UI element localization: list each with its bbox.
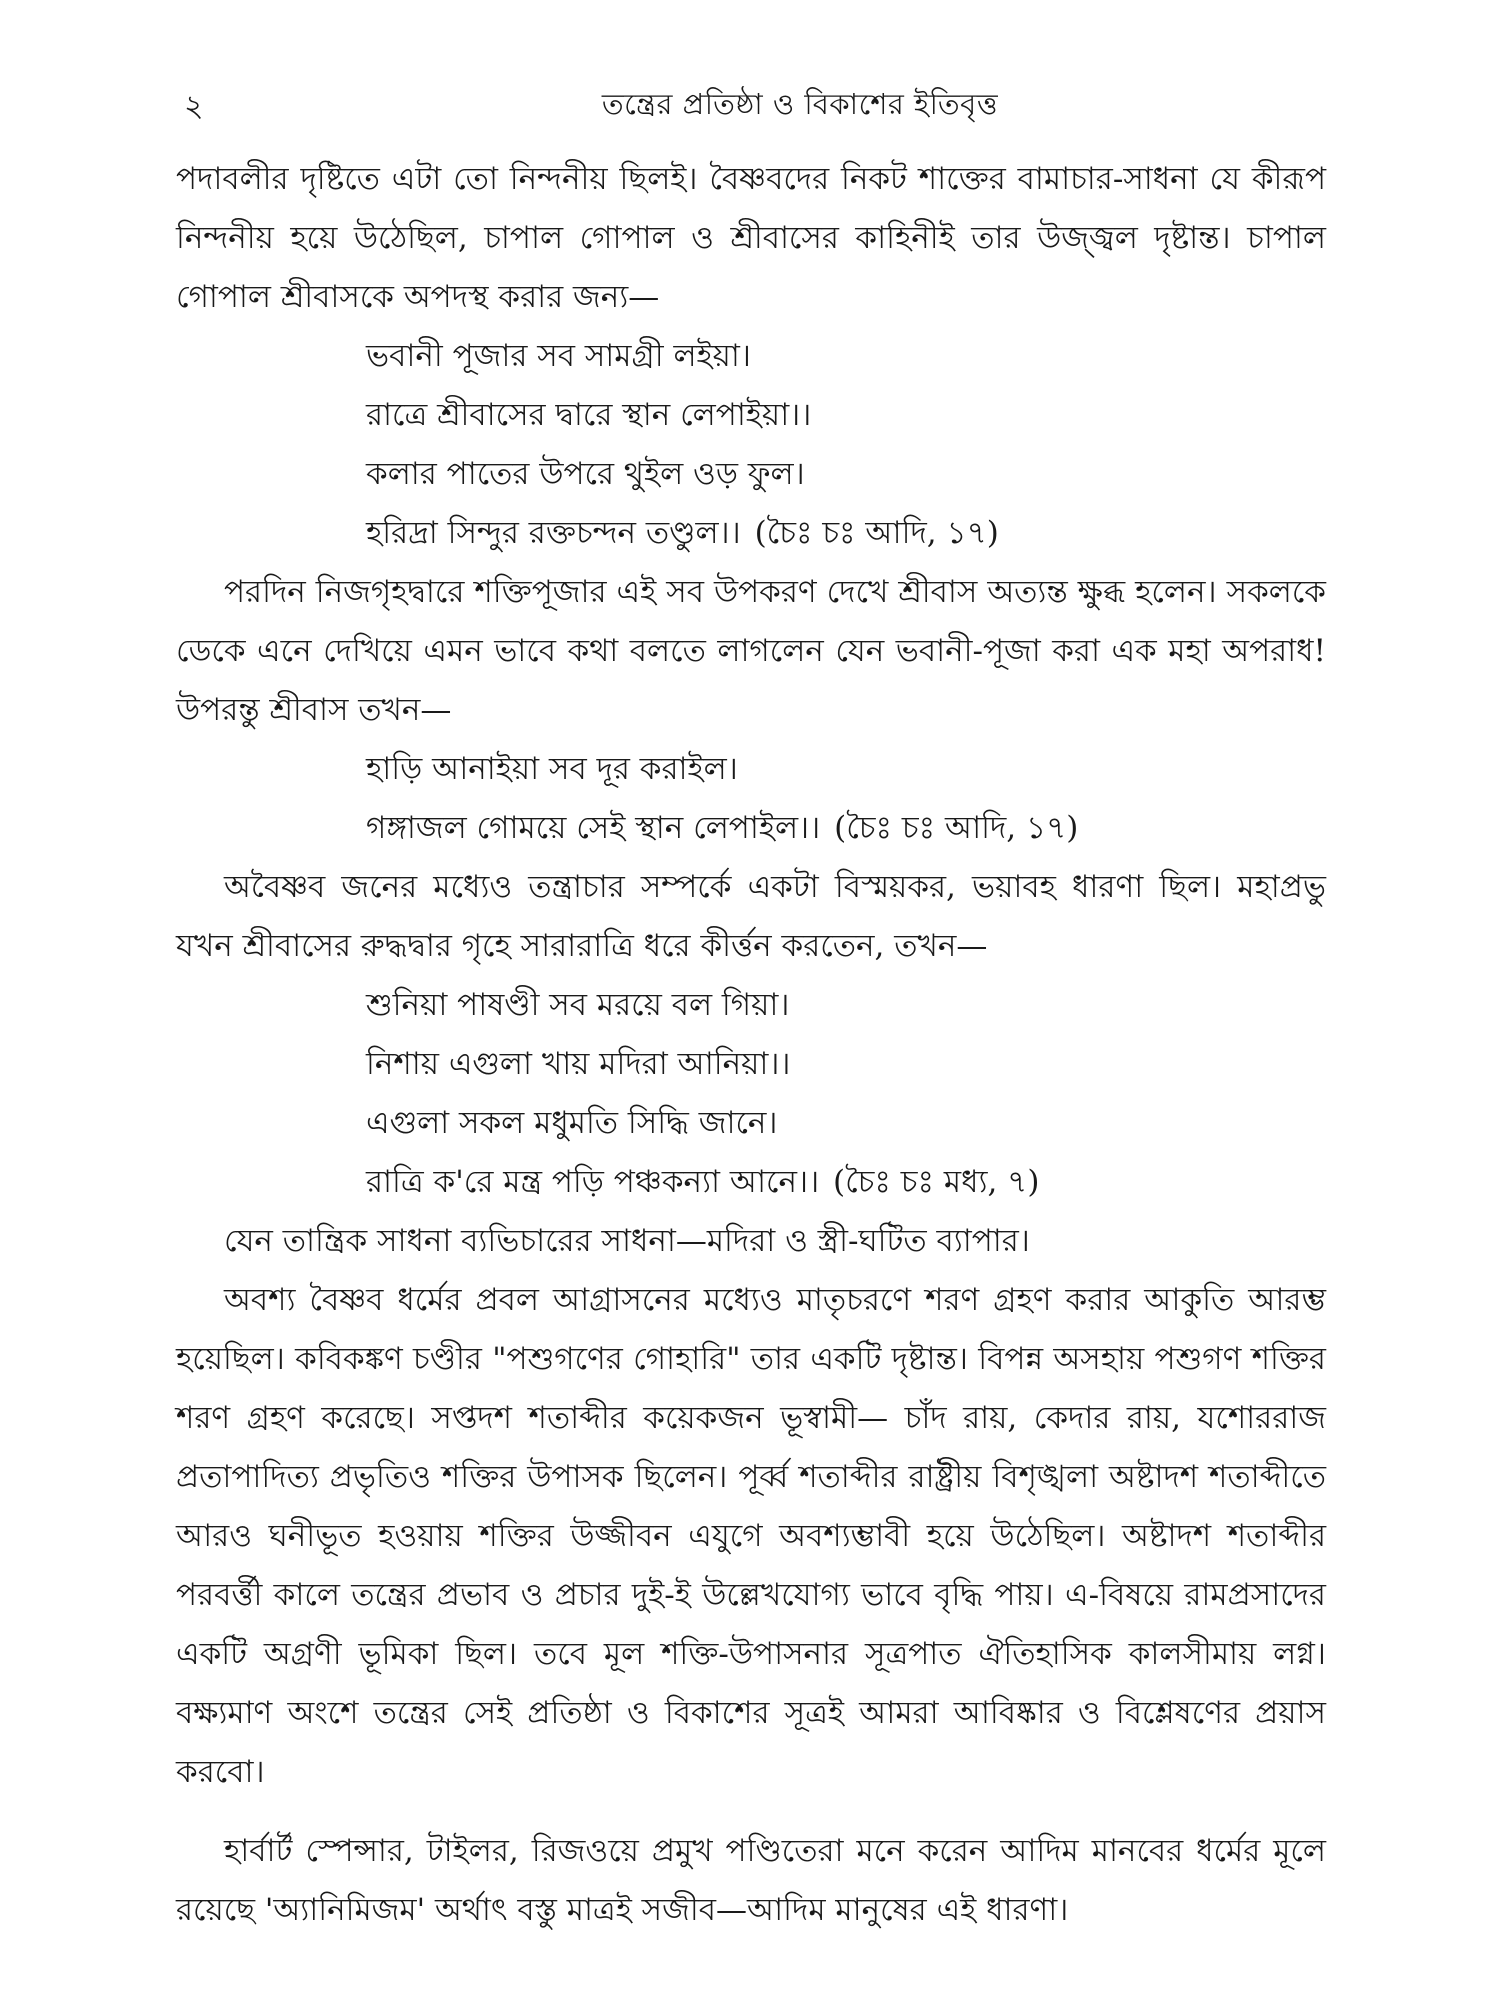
paragraph-4: যেন তান্ত্রিক সাধনা ব্যভিচারের সাধনা—মদিরা ও স্ত্রী-ঘটিত ব্যাপার। [224, 1223, 1030, 1259]
verse-line: কলার পাতের উপরে থুইল ওড় ফুল। [366, 456, 805, 492]
verse-text: রাত্রি ক'রে মন্ত্র পড়ি পঞ্চকন্যা আনে।। [366, 1164, 820, 1200]
verse-line: ভবানী পূজার সব সামগ্রী লইয়া। [366, 338, 752, 374]
citation: (চৈঃ চঃ আদি, ১৭) [754, 515, 999, 551]
verse-line: এগুলা সকল মধুমতি সিদ্ধি জানে। [366, 1105, 778, 1141]
paragraph-5: অবশ্য বৈষ্ণব ধর্মের প্রবল আগ্রাসনের মধ্যেও মাতৃচরণে শরণ গ্রহণ করার আকুতি আরম্ভ হয়েছিল। কবিকঙ্কণ চণ্ডীর "পশুগণের গোহারি" তার একটি দৃষ্টান্ত। বিপন্ন অসহায় পশুগণ শক্তির শরণ গ্রহণ করেছে। সপ্তদশ শতাব্দীর কয়েকজন ভূস্বামী— চাঁদ রায়, কেদার রায়, যশোররাজ প্রতাপাদিত্য প্রভৃতিও শক্তির উপাসক ছিলেন। পূর্ব্ব শতাব্দীর রাষ্ট্রীয় বিশৃঙ্খলা অষ্টাদশ শতাব্দীতে আরও ঘনীভূত হওয়ায় শক্তির উজ্জীবন এযুগে অবশ্যম্ভাবী হয়ে উঠেছিল। অষ্টাদশ শতাব্দীর পরবর্ত্তী কালে তন্ত্রের প্রভাব ও প্রচার দুই-ই উল্লেখযোগ্য ভাবে বৃদ্ধি পায়। এ-বিষয়ে রামপ্রসাদের একটি অগ্রণী ভূমিকা ছিল। তবে মূল শক্তি-উপাসনার সূত্রপাত ঐতিহাসিক কালসীমায় লগ্ন। বক্ষ্যমাণ অংশে তন্ত্রের সেই প্রতিষ্ঠা ও বিকাশের সূত্রই আমরা আবিষ্কার ও বিশ্লেষণের প্রয়াস করবো। [176, 1282, 1326, 1790]
verse-line [176, 1153, 1326, 1212]
verse-line: হাড়ি আনাইয়া সব দূর করাইল। [366, 751, 738, 787]
verse-line: নিশায় এগুলা খায় মদিরা আনিয়া।। [366, 1046, 791, 1082]
citation: (চৈঃ চঃ আদি, ১৭) [834, 810, 1079, 846]
verse-line: রাত্রে শ্রীবাসের দ্বারে স্থান লেপাইয়া।। [366, 397, 812, 433]
verse-block-3 [176, 976, 1326, 1212]
page-number: ২ [184, 89, 204, 124]
verse-line [176, 799, 1326, 858]
page-body [176, 150, 1326, 1940]
paragraph-6: হার্বার্ট স্পেন্সার, টাইলর, রিজওয়ে প্রমুখ পণ্ডিতেরা মনে করেন আদিম মানবের ধর্মের মূলে রয়েছে 'অ্যানিমিজম' অর্থাৎ বস্তু মাত্রই সজীব—আদিম মানুষের এই ধারণা। [176, 1833, 1326, 1928]
page-header [0, 82, 1500, 126]
paragraph-3: অবৈষ্ণব জনের মধ্যেও তন্ত্রাচার সম্পর্কে একটা বিস্ময়কর, ভয়াবহ ধারণা ছিল। মহাপ্রভু যখন শ্রীবাসের রুদ্ধদ্বার গৃহে সারারাত্রি ধরে কীর্ত্তন করতেন, তখন— [176, 869, 1326, 964]
verse-line: শুনিয়া পাষণ্ডী সব মরয়ে বল গিয়া। [366, 987, 790, 1023]
citation: (চৈঃ চঃ মধ্য, ৭) [833, 1164, 1040, 1200]
verse-text: হরিদ্রা সিন্দুর রক্তচন্দন তণ্ডুল।। [366, 515, 741, 551]
verse-block-1 [176, 327, 1326, 563]
verse-block-2 [176, 740, 1326, 858]
paragraph-1: পদাবলীর দৃষ্টিতে এটা তো নিন্দনীয় ছিলই। বৈষ্ণবদের নিকট শাক্তের বামাচার-সাধনা যে কীরূপ নিন্দনীয় হয়ে উঠেছিল, চাপাল গোপাল ও শ্রীবাসের কাহিনীই তার উজ্জ্বল দৃষ্টান্ত। চাপাল গোপাল শ্রীবাসকে অপদস্থ করার জন্য— [176, 161, 1326, 315]
verse-text: গঙ্গাজল গোময়ে সেই স্থান লেপাইল।। [366, 810, 821, 846]
paragraph-2: পরদিন নিজগৃহদ্বারে শক্তিপূজার এই সব উপকরণ দেখে শ্রীবাস অত্যন্ত ক্ষুব্ধ হলেন। সকলকে ডেকে এনে দেখিয়ে এমন ভাবে কথা বলতে লাগলেন যেন ভবানী-পূজা করা এক মহা অপরাধ! উপরন্তু শ্রীবাস তখন— [176, 574, 1326, 728]
running-head: তন্ত্রের প্রতিষ্ঠা ও বিকাশের ইতিবৃত্ত [601, 87, 999, 121]
verse-line [176, 504, 1326, 563]
